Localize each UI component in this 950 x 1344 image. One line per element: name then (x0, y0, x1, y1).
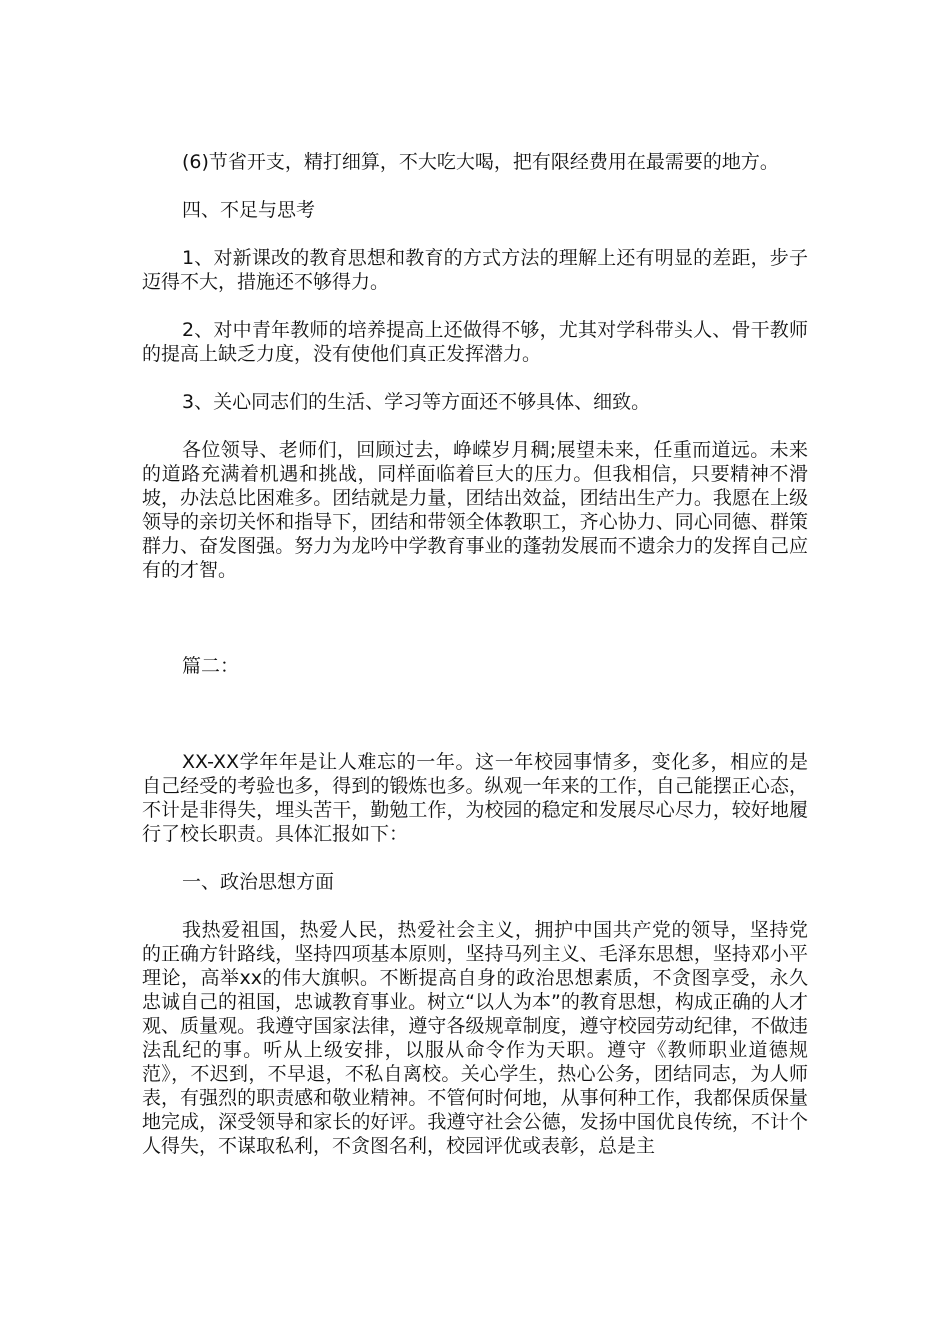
paragraph-closing-remarks: 各位领导、老师们，回顾过去，峥嵘岁月稠;展望未来，任重而道远。未来的道路充满着机遇和挑战，同样面临着巨大的压力。但我相信，只要精神不滑坡，办法总比困难多。团结就是力量，团结出效益，团结出生产力。我愿在上级领导的亲切关怀和指导下，团结和带领全体教职工，齐心协力、同心同德、群策群力、奋发图强。努力为龙吟中学教育事业的蓬勃发展而不遗余力的发挥自己应有的才智。 (142, 439, 808, 581)
paragraph-shortcoming-3: 3、关心同志们的生活、学习等方面还不够具体、细致。 (182, 391, 651, 413)
paragraph-political-thought: 我热爱祖国，热爱人民，热爱社会主义，拥护中国共产党的领导，坚持党的正确方针路线，坚持四项基本原则，坚持马列主义、毛泽东思想，坚持邓小平理论，高举xx的伟大旗帜。不断提高自身的政治思想素质，不贪图享受，永久忠诚自己的祖国，忠诚教育事业。树立“以人为本”的教育思想，构成正确的人才观、质量观。我遵守国家法律，遵守各级规章制度，遵守校园劳动纪律，不做违法乱纪的事。听从上级安排，以服从命令作为天职。遵守《教师职业道德规范》，不迟到，不早退，不私自离校。关心学生，热心公务，团结同志，为人师表，有强烈的职责感和敬业精神。不管何时何地，从事何种工作，我都保质保量地完成，深受领导和家长的好评。我遵守社会公德，发扬中国优良传统，不计个人得失，不谋取私利，不贪图名利，校园评优或表彰，总是主 (142, 919, 808, 1157)
paragraph-shortcoming-2: 2、对中青年教师的培养提高上还做得不够，尤其对学科带头人、骨干教师的提高上缺乏力度，没有使他们真正发挥潜力。 (142, 319, 808, 365)
section-heading-part-two: 篇二： (182, 655, 240, 677)
paragraph-shortcoming-1: 1、对新课改的教育思想和教育的方式方法的理解上还有明显的差距，步子迈得不大，措施还不够得力。 (142, 247, 808, 293)
section-heading-political-thought: 一、政治思想方面 (182, 871, 335, 893)
document-body (142, 150, 808, 1158)
section-heading-shortcomings: 四、不足与思考 (182, 199, 316, 221)
paragraph-year-summary: XX-XX学年年是让人难忘的一年。这一年校园事情多，变化多，相应的是自己经受的考验也多，得到的锻炼也多。纵观一年来的工作，自己能摆正心态，不计是非得失，埋头苦干，勤勉工作，为校园的稳定和发展尽心尽力，较好地履行了校长职责。具体汇报如下： (142, 751, 808, 845)
paragraph-expense-saving: (6)节省开支，精打细算，不大吃大喝，把有限经费用在最需要的地方。 (182, 151, 779, 173)
